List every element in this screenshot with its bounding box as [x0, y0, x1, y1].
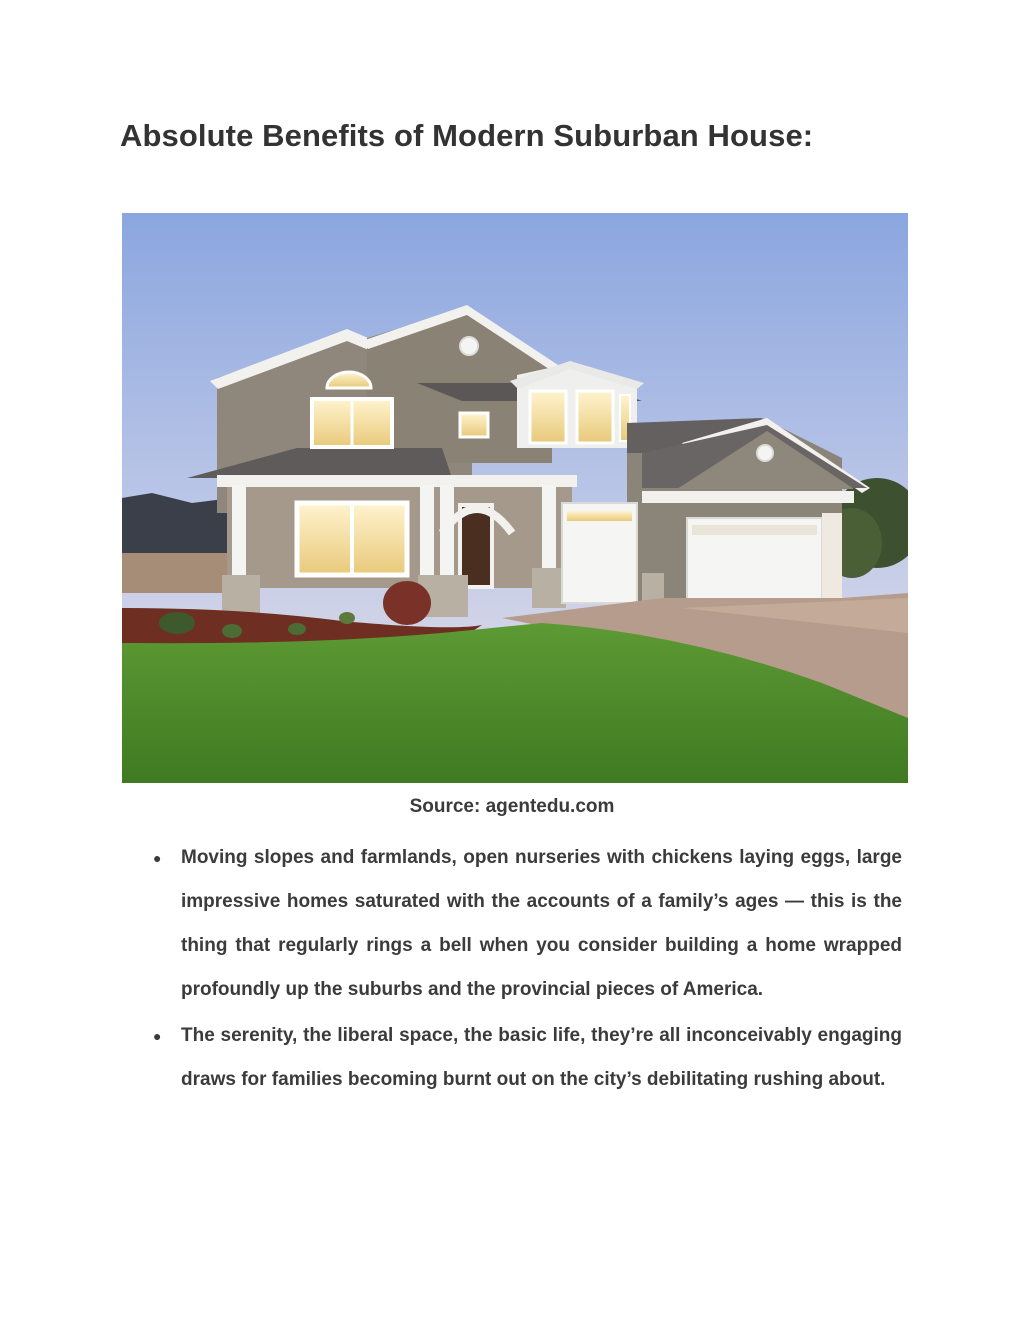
house-illustration: [122, 213, 908, 783]
list-item-text: Moving slopes and farmlands, open nurseries with chickens laying eggs, large impressive homes saturated with the accounts of a family’s ages — this is the thing that regularly rings a bell when you consider building a home wrapped profoundly up the suburbs and the provincial pieces of America.: [181, 847, 902, 1000]
list-item: [153, 836, 902, 1012]
bullet-icon: ●: [153, 850, 162, 866]
bullet-list: [153, 836, 902, 1104]
photo-caption: Source: agentedu.com: [409, 796, 615, 817]
bullet-icon: ●: [153, 1028, 162, 1044]
page-title: Absolute Benefits of Modern Suburban House:: [120, 118, 814, 153]
list-item: [153, 1014, 902, 1102]
house-photo: [122, 213, 908, 783]
list-item-text: The serenity, the liberal space, the basic life, they’re all inconceivably engaging draws for families becoming burnt out on the city’s debilitating rushing about.: [181, 1025, 902, 1090]
